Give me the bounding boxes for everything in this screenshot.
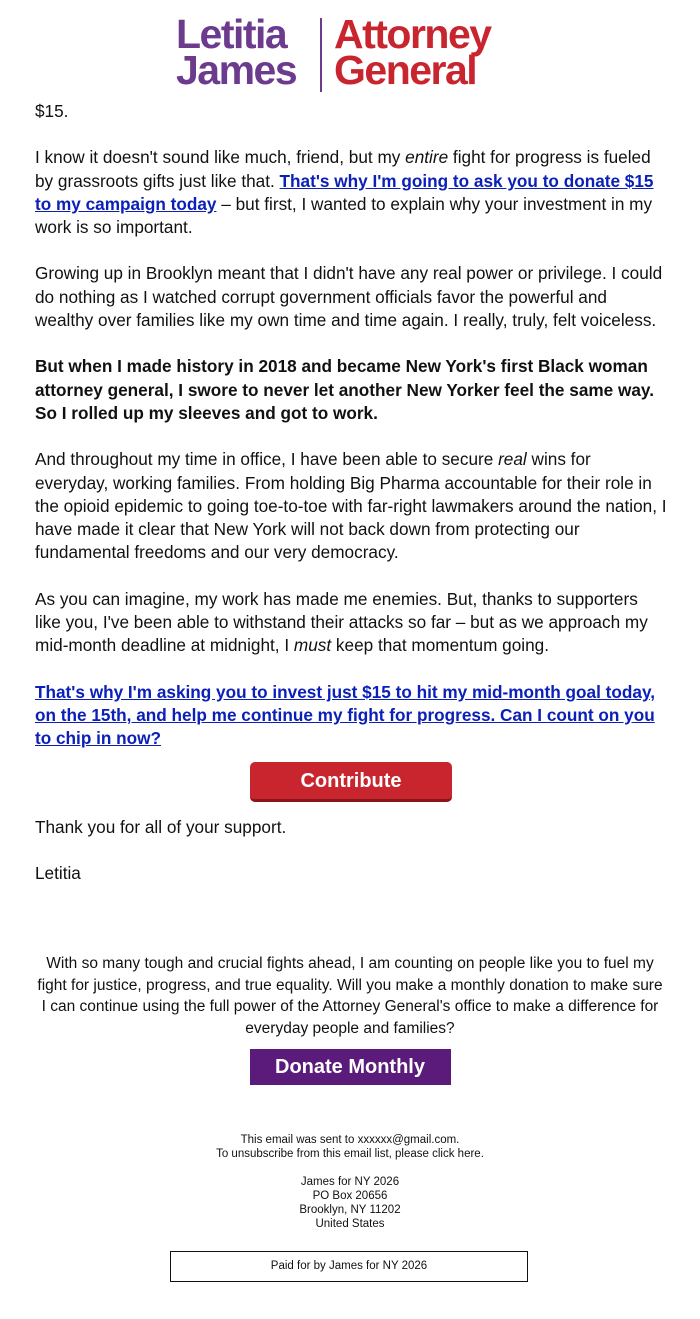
org-name: James for NY 2026 [300,1176,400,1188]
paragraph-enemies [35,588,667,658]
text: And throughout my time in office, I have been able to secure [35,449,499,470]
paragraph-brooklyn: Growing up in Brooklyn meant that I didn't have any real power or privilege. I could do nothing as I watched corrupt government officials favor the powerful and wealthy over families like my own time and time again. I really, truly, felt voiceless. [35,263,663,331]
email-body [35,100,667,908]
emphasis: must [293,635,332,656]
text: keep that momentum going. [331,635,549,656]
text: As you can imagine, my work has made me enemies. But, thanks to supporters like you, I've been able to withstand their attacks so far – but as we approach my mid-month deadline at midnight, I [35,588,648,656]
text: wins for everyday, working families. From holding Big Pharma accountable for their role in the opioid epidemic to going toe-to-toe with far-right lawmakers around the nation, I have made it clear that New York will not back down from protecting our fundamental freedoms and our very democracy. [35,449,667,563]
logo-title-line1: Attorney [334,11,491,57]
monthly-appeal: With so many tough and crucial fights ahead, I am counting on people like you to fuel my fight for justice, progress, and true equality. Will you make a monthly donation to make sure I can continue using the full power of the Attorney General's office to make a difference for everyday people and families? [37,955,663,1037]
paragraph-wins [35,448,667,564]
contribute-button[interactable]: Contribute [250,762,452,802]
contribute-wrap [35,762,667,802]
emphasis: entire [405,147,449,168]
logo-title [334,11,491,93]
logo-name [176,11,314,93]
logo-last-name: James [176,47,297,93]
logo-title-line2: General [334,47,477,93]
text: . [480,1148,484,1160]
bold-text: But when I made history in 2018 and became New York's first Black woman attorney general, I swore to never let another New Yorker feel the same way. So I rolled up my sleeves and got to work. [35,356,654,423]
donate-monthly-wrap [0,1049,700,1085]
signoff: Letitia [35,862,81,883]
donate-link-inline[interactable]: That's why I'm going to ask you to donate $15 to my campaign today [35,170,654,214]
unsubscribe-link[interactable]: click here [432,1148,481,1160]
sent-to-line [0,1133,700,1147]
mailing-address [0,1175,700,1231]
paragraph-ask [35,681,667,751]
country: United States [315,1218,385,1230]
logo-divider [320,18,322,92]
thanks-line: Thank you for all of your support. [35,816,287,837]
text: . [456,1134,460,1146]
donate-link-ask[interactable]: That's why I'm asking you to invest just $15 to hit my mid-month goal today, on the 15th, and help me continue my fight for progress. Can I count on you to chip in now? [35,681,655,749]
logo-first-name: Letitia [176,11,287,57]
text: – but first, I wanted to explain why your investment in my work is so important. [35,193,653,238]
city-line: Brooklyn, NY 11202 [299,1204,401,1216]
text: fight for progress is fueled by grassroots gifts just like that. [35,147,651,191]
recipient-email: xxxxxx@gmail.com [357,1134,457,1146]
paid-for-disclaimer: Paid for by James for NY 2026 [170,1251,528,1282]
amount-line: $15. [35,101,69,121]
text: This email was sent to [240,1134,358,1146]
unsubscribe-line [0,1147,700,1161]
text: I know it doesn't sound like much, friend, but my [35,147,406,168]
po-box: PO Box 20656 [312,1190,388,1202]
paragraph-history [35,355,667,425]
text: To unsubscribe from this email list, please [216,1148,433,1160]
paragraph-intro [35,146,667,239]
donate-monthly-button[interactable]: Donate Monthly [250,1049,451,1085]
campaign-logo [176,11,526,94]
footer-legal [0,1133,700,1231]
emphasis: real [498,449,527,470]
